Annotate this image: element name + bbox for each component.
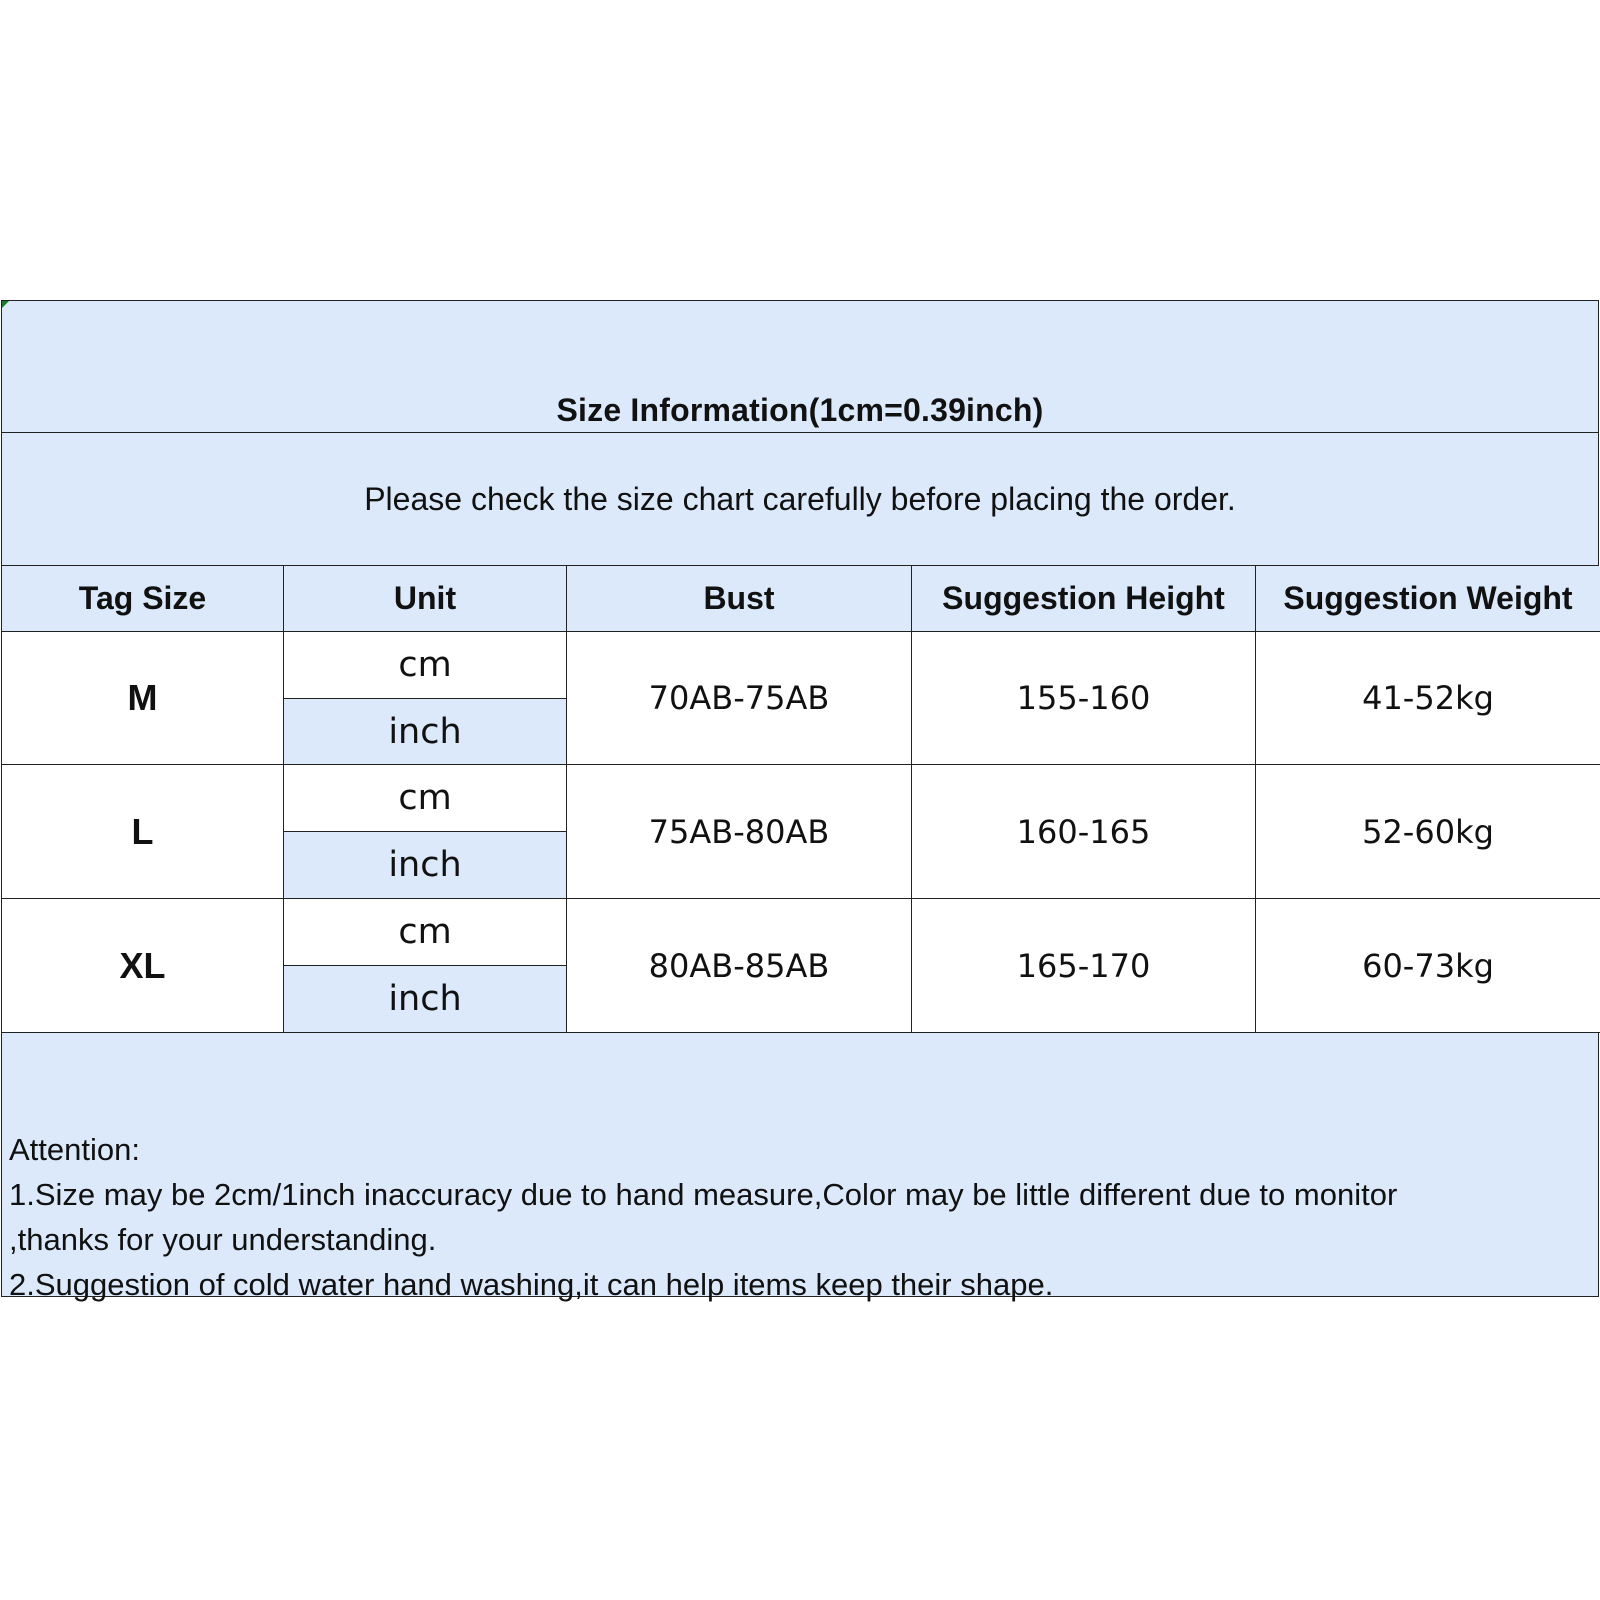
unit-inch: inch [284, 832, 567, 899]
size-table [2, 566, 1598, 1033]
table-row-size: M [2, 632, 284, 765]
page-title: Size Information(1cm=0.39inch) [556, 392, 1044, 428]
bust-value: 70AB-75AB [567, 632, 912, 765]
subtitle-row [2, 433, 1598, 566]
header-suggestion-weight: Suggestion Weight [1256, 566, 1600, 632]
page-subtitle: Please check the size chart carefully before placing the order. [364, 480, 1236, 517]
header-suggestion-height: Suggestion Height [912, 566, 1256, 632]
note-line-2: 2.Suggestion of cold water hand washing,it can help items keep their shape. [9, 1267, 1054, 1302]
attention-notes [2, 1033, 1598, 1302]
header-tag-size: Tag Size [2, 566, 284, 632]
unit-cm: cm [284, 899, 567, 966]
table-row-size: XL [2, 899, 284, 1033]
note-line-1-continued: ,thanks for your understanding. [9, 1222, 437, 1257]
header-unit: Unit [284, 566, 567, 632]
bust-value: 75AB-80AB [567, 765, 912, 899]
unit-cm: cm [284, 765, 567, 832]
unit-cm: cm [284, 632, 567, 699]
header-bust: Bust [567, 566, 912, 632]
unit-inch: inch [284, 699, 567, 765]
weight-value: 60-73kg [1256, 899, 1600, 1033]
bust-value: 80AB-85AB [567, 899, 912, 1033]
unit-inch: inch [284, 966, 567, 1033]
note-line-1: 1.Size may be 2cm/1inch inaccuracy due to hand measure,Color may be little different due to monitor [9, 1177, 1398, 1212]
table-row-size: L [2, 765, 284, 899]
height-value: 165-170 [912, 899, 1256, 1033]
height-value: 155-160 [912, 632, 1256, 765]
size-chart-sheet [1, 300, 1599, 1302]
weight-value: 52-60kg [1256, 765, 1600, 899]
weight-value: 41-52kg [1256, 632, 1600, 765]
notes-heading: Attention: [9, 1132, 140, 1167]
title-row [2, 301, 1598, 433]
height-value: 160-165 [912, 765, 1256, 899]
